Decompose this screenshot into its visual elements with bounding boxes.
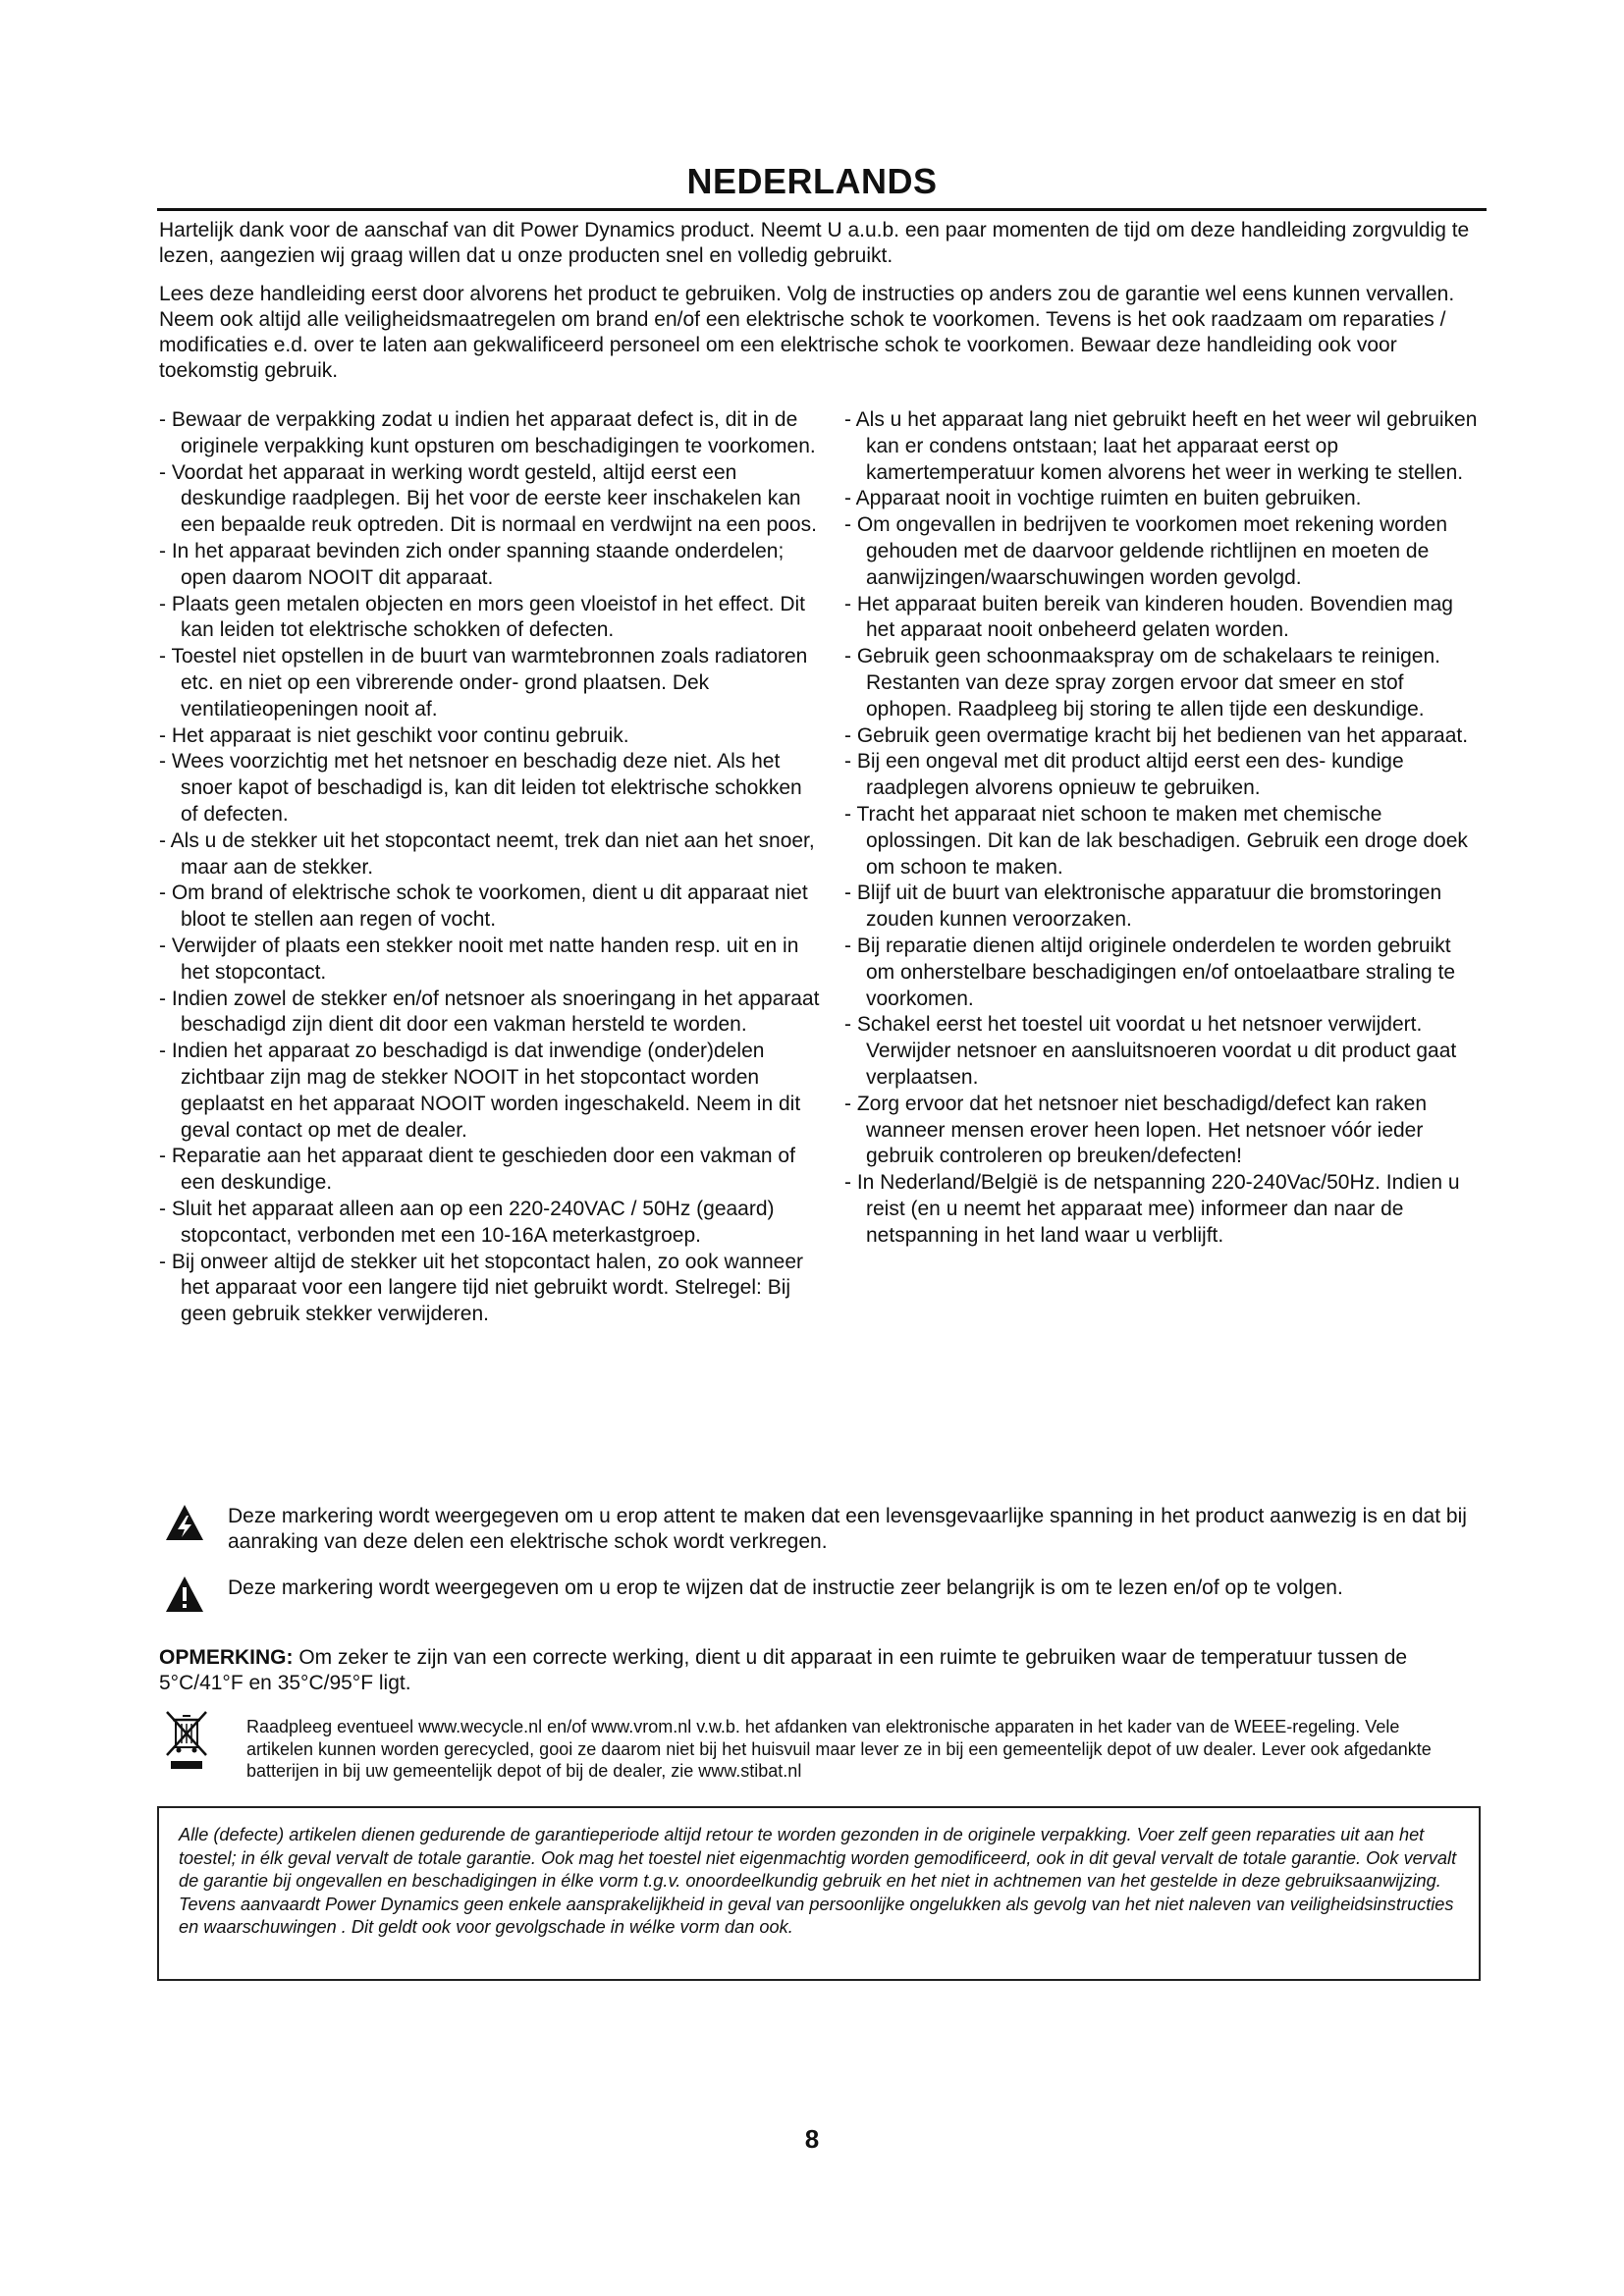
warranty-box (157, 1806, 1481, 1981)
list-item: - Zorg ervoor dat het netsnoer niet beschadigd/defect kan raken wanneer mensen erover heen lopen. Het netsnoer vóór ieder gebruik controleren op breuken/defecten! (844, 1092, 1485, 1170)
weee-text: Raadpleeg eventueel www.wecycle.nl en/of www.vrom.nl v.w.b. het afdanken van elektronische apparaten in het kader van de WEEE-regeling. Vele artikelen kunnen worden gerecycled, gooi ze daarom niet bij het huisvuil maar lever ze in bij een gemeentelijk depot of uw dealer. Lever ook afgedankte batterijen in bij uw gemeentelijk depot of bij de dealer, zie www.stibat.nl (246, 1717, 1432, 1781)
note-label: OPMERKING: (159, 1646, 294, 1669)
list-item: - Apparaat nooit in vochtige ruimten en buiten gebruiken. (844, 486, 1485, 512)
list-item: - Als u het apparaat lang niet gebruikt heeft en het weer wil gebruiken kan er condens ontstaan; laat het apparaat eerst op kamertemperatuur komen alvorens het weer in werking te stellen. (844, 407, 1485, 486)
list-item: - Schakel eerst het toestel uit voordat u het netsnoer verwijdert. Verwijder netsnoer en aansluitsnoeren voordat u dit product gaat verplaatsen. (844, 1012, 1485, 1091)
high-voltage-warning-icon (165, 1504, 204, 1541)
warranty-text: Alle (defecte) artikelen dienen gedurende de garantieperiode altijd retour te worden gezonden in de originele verpakking. Voer zelf geen reparaties uit aan het toestel; in élk geval vervalt de totale garantie. Ook mag het toestel niet eigenmachtig worden gemodificeerd, ook in dit geval vervalt de totale garantie. Ook vervalt de garantie bij ongevallen en beschadigingen in élke vorm t.g.v. onoordeelkundig gebruik en het niet in achtnemen van het gestelde in deze gebruiksaanwijzing. Tevens aanvaardt Power Dynamics geen enkele aansprakelijkheid in geval van persoonlijke ongelukken als gevolg van het niet naleven van veiligheidsinstructies en waarschuwingen . Dit geldt ook voor gevolgschade in wélke vorm dan ook. (179, 1825, 1457, 1937)
list-item: - Blijf uit de buurt van elektronische apparatuur die bromstoringen zouden kunnen veroorzaken. (844, 881, 1485, 934)
title-rule (157, 208, 1487, 211)
list-item: - Bij reparatie dienen altijd originele onderdelen te worden gebruikt om onherstelbare beschadigingen en/of ontoelaatbare straling te voorkomen. (844, 934, 1485, 1012)
list-item: - Gebruik geen schoonmaakspray om de schakelaars te reinigen. Restanten van deze spray zorgen ervoor dat smeer en stof ophopen. Raadpleeg bij storing te allen tijde een deskundige. (844, 644, 1485, 722)
list-item: - Gebruik geen overmatige kracht bij het bedienen van het apparaat. (844, 723, 1485, 750)
list-item: - Wees voorzichtig met het netsnoer en beschadig deze niet. Als het snoer kapot of beschadigd is, kan dit leiden tot elektrische schokken of defecten. (159, 749, 822, 828)
list-item: - Reparatie aan het apparaat dient te geschieden door een vakman of een deskundige. (159, 1144, 822, 1197)
crossed-bin-icon (163, 1710, 210, 1771)
list-item: - Verwijder of plaats een stekker nooit met natte handen resp. uit en in het stopcontact. (159, 934, 822, 987)
safety-list-left (159, 407, 822, 1328)
list-item: - Indien het apparaat zo beschadigd is dat inwendige (onder)delen zichtbaar zijn mag de stekker NOOIT in het stopcontact worden geplaatst en het apparaat NOOIT worden ingeschakeld. Neem in dit geval contact op met de dealer. (159, 1039, 822, 1144)
list-item: - Als u de stekker uit het stopcontact neemt, trek dan niet aan het snoer, maar aan de stekker. (159, 828, 822, 881)
page-title: NEDERLANDS (686, 161, 938, 201)
list-item: - Plaats geen metalen objecten en mors geen vloeistof in het effect. Dit kan leiden tot elektrische schokken of defecten. (159, 592, 822, 645)
list-item: - Voordat het apparaat in werking wordt gesteld, altijd eerst een deskundige raadplegen. Bij het voor de eerste keer inschakelen kan een bepaalde reuk optreden. Dit is normaal en verdwijnt na een poos. (159, 460, 822, 539)
safety-list-right (844, 407, 1485, 1250)
list-item: - Toestel niet opstellen in de buurt van warmtebronnen zoals radiatoren etc. en niet op een vibrerende onder- grond plaatsen. Dek ventilatieopeningen nooit af. (159, 644, 822, 722)
note-paragraph (159, 1645, 1485, 1696)
list-item: - Het apparaat buiten bereik van kinderen houden. Bovendien mag het apparaat nooit onbeheerd gelaten worden. (844, 592, 1485, 645)
list-item: - Om brand of elektrische schok te voorkomen, dient u dit apparaat niet bloot te stellen aan regen of vocht. (159, 881, 822, 934)
important-warning-text: Deze markering wordt weergegeven om u erop te wijzen dat de instructie zeer belangrijk is om te lezen en/of op te volgen. (228, 1576, 1343, 1599)
list-item: - Om ongevallen in bedrijven te voorkomen moet rekening worden gehouden met de daarvoor geldende richtlijnen en moeten de aanwijzingen/waarschuwingen worden gevolgd. (844, 512, 1485, 591)
intro-paragraph-1: Hartelijk dank voor de aanschaf van dit Power Dynamics product. Neemt U a.u.b. een paar momenten de tijd om deze handleiding zorgvuldig te lezen, aangezien wij graag willen dat u onze producten snel en volledig gebruikt. (159, 219, 1470, 267)
list-item: - Tracht het apparaat niet schoon te maken met chemische oplossingen. Dit kan de lak beschadigen. Gebruik een droge doek om schoon te maken. (844, 802, 1485, 881)
list-item: - Het apparaat is niet geschikt voor continu gebruik. (159, 723, 822, 750)
note-text: Om zeker te zijn van een correcte werking, dient u dit apparaat in een ruimte te gebruiken waar de temperatuur tussen de 5°C/41°F en 35°C/95°F ligt. (159, 1646, 1408, 1694)
voltage-warning-text: Deze markering wordt weergegeven om u erop attent te maken dat een levensgevaarlijke spanning in het product aanwezig is en dat bij aanraking van deze delen een elektrische schok wordt verkregen. (228, 1505, 1467, 1553)
list-item: - Bij onweer altijd de stekker uit het stopcontact halen, zo ook wanneer het apparaat voor een langere tijd niet gebruikt wordt. Stelregel: Bij geen gebruik stekker verwijderen. (159, 1250, 822, 1328)
list-item: - Sluit het apparaat alleen aan op een 220-240VAC / 50Hz (geaard) stopcontact, verbonden met een 10-16A meterkastgroep. (159, 1197, 822, 1250)
exclamation-warning-icon (165, 1575, 204, 1613)
list-item: - Indien zowel de stekker en/of netsnoer als snoeringang in het apparaat beschadigd zijn dient dit door een vakman hersteld te worden. (159, 987, 822, 1040)
intro-paragraph-2: Lees deze handleiding eerst door alvorens het product te gebruiken. Volg de instructies op anders zou de garantie wel eens kunnen vervallen. Neem ook altijd alle veiligheidsmaatregelen om brand en/of een elektrische schok te voorkomen. Tevens is het ook raadzaam om reparaties / modificaties e.d. over te laten aan gekwalificeerd personeel om een elektrische schok te voorkomen. Bewaar deze handleiding ook voor toekomstig gebruik. (159, 283, 1455, 382)
list-item: - Bewaar de verpakking zodat u indien het apparaat defect is, dit in de originele verpakking kunt opsturen om beschadigingen te voorkomen. (159, 407, 822, 460)
list-item: - In het apparaat bevinden zich onder spanning staande onderdelen; open daarom NOOIT dit apparaat. (159, 539, 822, 592)
list-item: - In Nederland/België is de netspanning 220-240Vac/50Hz. Indien u reist (en u neemt het apparaat mee) informeer dan naar de netspanning in het land waar u verblijft. (844, 1170, 1485, 1249)
list-item: - Bij een ongeval met dit product altijd eerst een des- kundige raadplegen alvorens opnieuw te gebruiken. (844, 749, 1485, 802)
page-number: 8 (804, 2124, 820, 2154)
